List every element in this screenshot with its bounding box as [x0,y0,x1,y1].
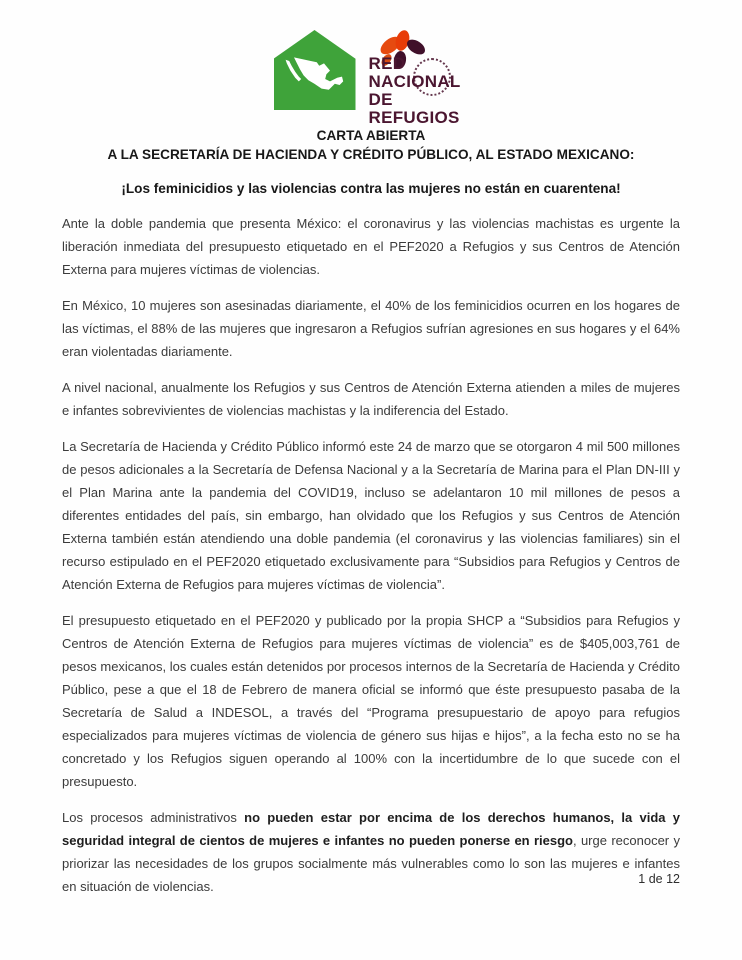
paragraph-6-normal: Los procesos administrativos [62,810,245,825]
page-number: 1 de 12 [638,872,680,886]
paragraph-2: En México, 10 mujeres son asesinadas diariamente, el 40% de los feminicidios ocurren en los hogares de las víctimas, el 88% de las mujeres que ingresaron a Refugios sufrían agresiones en sus hogares y el 64% eran violentadas diariamente. [62,298,680,359]
letter-subtitle: ¡Los feminicidios y las violencias contra las mujeres no están en cuarentena! [121,181,621,196]
paragraph-4: La Secretaría de Hacienda y Crédito Público informó este 24 de marzo que se otorgaron 4 mil 500 millones de pesos adicionales a la Secretaría de Defensa Nacional y a la Secretaría de Marina para el Plan DN-III y el Plan Marina ante la pandemia del COVID19, incluso se adelantaron 10 mil millones de pesos a diferentes entidades del país, sin embargo, han olvidado que los Refugios y sus Centros de Atención Externa también están atendiendo una doble pandemia (el coronavirus y las violencias familiares) sin el recurso estipulado en el PEF2020 etiquetado exclusivamente para “Subsidios para Refugios y Centros de Atención Externa de Refugios para mujeres víctimas de violencia”. [62,439,680,592]
letter-addressee: A LA SECRETARÍA DE HACIENDA Y CRÉDITO PÚBLICO, AL ESTADO MEXICANO: [107,147,635,162]
paragraph-5: El presupuesto etiquetado en el PEF2020 y publicado por la propia SHCP a “Subsidios para Refugios y Centros de Atención Externa de Refugios para mujeres víctimas de violencia” es de $405,003,761 de pesos mexicanos, los cuales están detenidos por procesos internos de la Secretaría de Hacienda y Crédito Público, pese a que el 18 de Febrero de manera oficial se informó que éste presupuesto pasaba de la Secretaría de Salud a INDESOL, a través del “Programa presupuestario de apoyo para refugios especializados para mujeres víctimas de violencia de género sus hijas e hijos”, a la fecha esto no se ha concretado y los Refugios siguen operando al 100% con la incertidumbre de lo que sucede con el presupuesto. [62,613,680,789]
paragraph-6-normal: , urge reconocer y priorizar las necesidades de los grupos socialmente más vulnerables como lo son las mujeres e infantes en situación de violencias. [62,833,680,894]
paragraph-6-bold: no pueden estar por encima de los derechos humanos, la vida y seguridad integral de cientos de mujeres e infantes no pueden ponerse en riesgo [62,810,680,848]
paragraph-6 [62,806,680,898]
paragraph-3: A nivel nacional, anualmente los Refugios y sus Centros de Atención Externa atienden a miles de mujeres e infantes sobrevivientes de violencias machistas y la indiferencia del Estado. [62,380,680,418]
logo-word-nacional: NACIONAL [368,72,461,91]
house-icon [274,30,356,110]
letter-heading [0,126,742,196]
logo-wordmark [369,55,481,127]
rnr-logo [6,0,742,127]
logo-word-de-refugios: DE REFUGIOS [368,90,460,127]
logo-word-red: RED [368,54,406,73]
logo-right-block [368,30,481,127]
paragraph-1: Ante la doble pandemia que presenta México: el coronavirus y las violencias machistas es urgente la liberación inmediata del presupuesto etiquetado en el PEF2020 a Refugios y sus Centros de Atención Externa para mujeres víctimas de violencias. [62,216,680,277]
mexico-map-icon [282,54,348,98]
letter-title: CARTA ABIERTA [316,128,426,143]
letter-body [62,212,680,898]
